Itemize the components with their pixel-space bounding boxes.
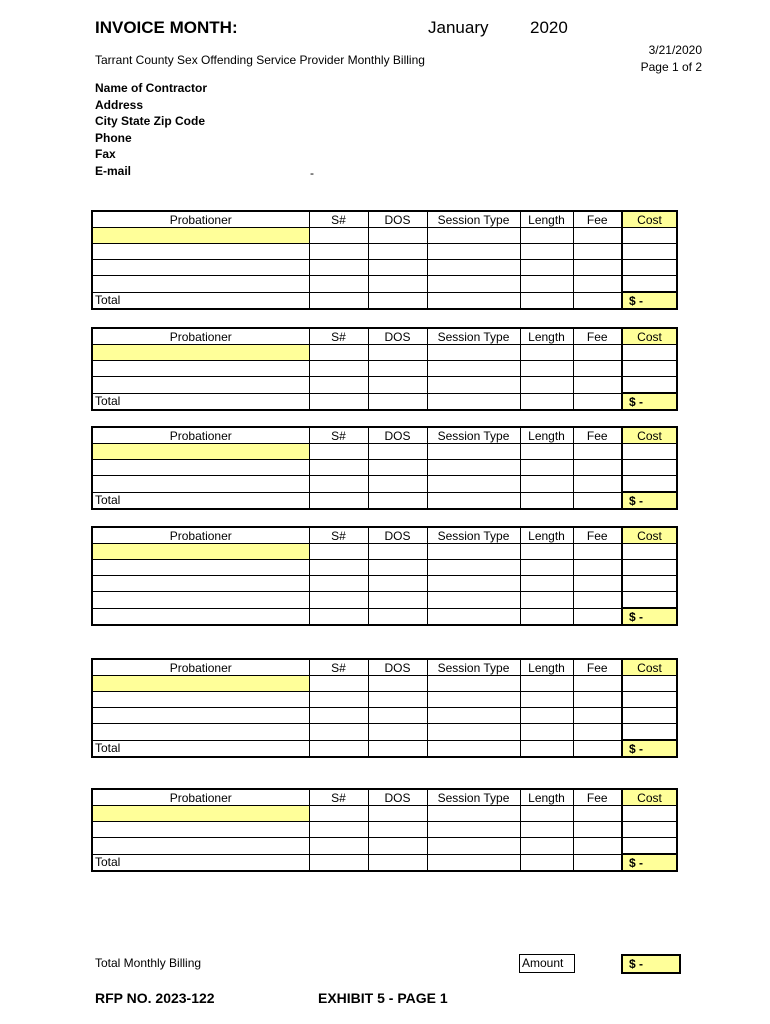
column-header: S# — [309, 527, 368, 544]
table-cell[interactable] — [573, 806, 622, 822]
contractor-phone-label: Phone — [95, 130, 132, 145]
column-header: Length — [520, 789, 573, 806]
column-header: Session Type — [427, 527, 520, 544]
table-cell[interactable] — [622, 276, 677, 293]
billing-table — [91, 658, 678, 758]
table-cell[interactable] — [622, 244, 677, 260]
table-cell[interactable] — [520, 393, 573, 410]
table-cell[interactable] — [622, 592, 677, 609]
table-cell[interactable] — [427, 676, 520, 692]
column-header: Length — [520, 659, 573, 676]
table-cell[interactable] — [573, 854, 622, 871]
table-cell[interactable] — [573, 692, 622, 708]
table-cell[interactable] — [573, 492, 622, 509]
column-header: Session Type — [427, 328, 520, 345]
table-row — [92, 444, 677, 460]
table-cell[interactable] — [427, 560, 520, 576]
table-cell[interactable] — [427, 244, 520, 260]
table-cell[interactable] — [573, 740, 622, 757]
table-cell[interactable] — [520, 228, 573, 244]
table-cell[interactable] — [573, 361, 622, 377]
total-label — [92, 608, 309, 625]
page-indicator: Page 1 of 2 — [640, 60, 702, 74]
table-cell[interactable] — [427, 260, 520, 276]
table-cell[interactable] — [622, 228, 677, 244]
table-cell[interactable] — [309, 345, 368, 361]
table-cell[interactable] — [368, 377, 427, 394]
table-cell[interactable] — [520, 838, 573, 855]
table-cell[interactable] — [520, 476, 573, 493]
table-cell[interactable] — [92, 822, 309, 838]
table-cell[interactable] — [573, 444, 622, 460]
table-cell[interactable] — [368, 345, 427, 361]
table-cell[interactable] — [520, 592, 573, 609]
table-cell[interactable] — [573, 228, 622, 244]
column-header: Probationer — [92, 328, 309, 345]
table-cell[interactable] — [520, 708, 573, 724]
column-header: Probationer — [92, 527, 309, 544]
table-cell[interactable] — [427, 476, 520, 493]
column-header: Length — [520, 427, 573, 444]
table-cell[interactable] — [309, 854, 368, 871]
table-cell[interactable] — [520, 740, 573, 757]
table-cell[interactable] — [573, 560, 622, 576]
total-label: Total — [92, 292, 309, 309]
table-cell[interactable] — [573, 476, 622, 493]
table-row — [92, 244, 677, 260]
column-header: Fee — [573, 427, 622, 444]
column-header: DOS — [368, 527, 427, 544]
column-header: DOS — [368, 659, 427, 676]
table-cell[interactable] — [92, 377, 309, 394]
table-row — [92, 838, 677, 855]
table-cell[interactable] — [92, 345, 309, 361]
table-cell[interactable] — [92, 276, 309, 293]
table-cell[interactable] — [92, 260, 309, 276]
table-cell[interactable] — [573, 592, 622, 609]
total-cost-value[interactable]: $ - — [622, 292, 677, 309]
table-cell[interactable] — [309, 676, 368, 692]
table-cell[interactable] — [520, 292, 573, 309]
invoice-date: 3/21/2020 — [648, 43, 702, 57]
table-cell[interactable] — [309, 608, 368, 625]
total-cost-value[interactable]: $ - — [622, 854, 677, 871]
amount-label: Amount — [519, 954, 575, 973]
table-row — [92, 692, 677, 708]
table-cell[interactable] — [427, 228, 520, 244]
table-cell[interactable] — [309, 444, 368, 460]
table-cell[interactable] — [622, 560, 677, 576]
table-cell[interactable] — [309, 838, 368, 855]
table-cell[interactable] — [622, 544, 677, 560]
table-cell[interactable] — [573, 608, 622, 625]
table-cell[interactable] — [427, 822, 520, 838]
stray-dash: - — [310, 166, 314, 180]
table-cell[interactable] — [368, 276, 427, 293]
column-header: Cost — [622, 659, 677, 676]
table-cell[interactable] — [573, 292, 622, 309]
table-cell[interactable] — [520, 724, 573, 741]
table-cell[interactable] — [427, 393, 520, 410]
table-cell[interactable] — [92, 592, 309, 609]
table-cell[interactable] — [309, 724, 368, 741]
table-cell[interactable] — [92, 228, 309, 244]
table-cell[interactable] — [520, 608, 573, 625]
table-cell[interactable] — [368, 544, 427, 560]
table-cell[interactable] — [309, 708, 368, 724]
table-cell[interactable] — [92, 560, 309, 576]
column-header: Fee — [573, 211, 622, 228]
table-cell[interactable] — [92, 724, 309, 741]
column-header: Cost — [622, 427, 677, 444]
table-row — [92, 276, 677, 293]
table-cell[interactable] — [520, 361, 573, 377]
table-cell[interactable] — [427, 292, 520, 309]
column-header: DOS — [368, 328, 427, 345]
table-cell[interactable] — [427, 724, 520, 741]
table-cell[interactable] — [309, 361, 368, 377]
contractor-city-label: City State Zip Code — [95, 114, 206, 128]
column-header: Length — [520, 328, 573, 345]
column-header: Session Type — [427, 211, 520, 228]
table-cell[interactable] — [92, 576, 309, 592]
table-cell[interactable] — [520, 692, 573, 708]
table-row — [92, 361, 677, 377]
table-cell[interactable] — [368, 244, 427, 260]
table-cell[interactable] — [368, 260, 427, 276]
column-header: Cost — [622, 789, 677, 806]
table-cell[interactable] — [309, 806, 368, 822]
table-cell[interactable] — [622, 260, 677, 276]
contractor-email-label: E-mail — [95, 163, 132, 178]
table-cell[interactable] — [573, 838, 622, 855]
table-cell[interactable] — [622, 708, 677, 724]
table-cell[interactable] — [368, 708, 427, 724]
column-header: Length — [520, 527, 573, 544]
table-cell[interactable] — [573, 708, 622, 724]
table-row — [92, 460, 677, 476]
table-cell[interactable] — [309, 692, 368, 708]
table-cell[interactable] — [368, 393, 427, 410]
table-cell[interactable] — [368, 608, 427, 625]
table-cell[interactable] — [427, 377, 520, 394]
table-cell[interactable] — [309, 560, 368, 576]
column-header: Session Type — [427, 427, 520, 444]
table-cell[interactable] — [520, 576, 573, 592]
table-row — [92, 544, 677, 560]
table-row — [92, 708, 677, 724]
billing-table — [91, 210, 678, 310]
table-cell[interactable] — [622, 806, 677, 822]
table-cell[interactable] — [427, 608, 520, 625]
table-cell[interactable] — [622, 838, 677, 855]
table-cell[interactable] — [309, 276, 368, 293]
table-cell[interactable] — [309, 592, 368, 609]
table-cell[interactable] — [622, 345, 677, 361]
table-cell[interactable] — [573, 260, 622, 276]
column-header: Fee — [573, 789, 622, 806]
table-cell[interactable] — [368, 292, 427, 309]
table-cell[interactable] — [573, 822, 622, 838]
total-monthly-billing-label: Total Monthly Billing — [95, 956, 202, 970]
table-cell[interactable] — [368, 560, 427, 576]
invoice-month-value: January — [428, 18, 489, 37]
table-cell[interactable] — [92, 476, 309, 493]
table-cell[interactable] — [427, 345, 520, 361]
table-cell[interactable] — [573, 345, 622, 361]
column-header: S# — [309, 328, 368, 345]
table-cell[interactable] — [520, 806, 573, 822]
column-header: Probationer — [92, 789, 309, 806]
total-row — [92, 292, 677, 309]
table-cell[interactable] — [622, 692, 677, 708]
table-cell[interactable] — [368, 592, 427, 609]
table-row — [92, 806, 677, 822]
contractor-address-label: Address — [95, 97, 144, 112]
total-row — [92, 854, 677, 871]
table-cell[interactable] — [427, 838, 520, 855]
total-row — [92, 492, 677, 509]
table-cell[interactable] — [573, 724, 622, 741]
table-cell[interactable] — [427, 576, 520, 592]
invoice-year-value: 2020 — [530, 18, 568, 37]
table-cell[interactable] — [520, 560, 573, 576]
total-cost-value[interactable]: $ - — [622, 492, 677, 509]
column-header: DOS — [368, 427, 427, 444]
table-cell[interactable] — [92, 460, 309, 476]
exhibit-label: EXHIBIT 5 - PAGE 1 — [318, 990, 448, 1006]
table-row — [92, 476, 677, 493]
table-cell[interactable] — [309, 228, 368, 244]
total-row — [92, 740, 677, 757]
table-cell[interactable] — [92, 544, 309, 560]
table-cell[interactable] — [573, 393, 622, 410]
table-cell[interactable] — [368, 724, 427, 741]
table-cell[interactable] — [520, 345, 573, 361]
table-cell[interactable] — [368, 444, 427, 460]
column-header: Session Type — [427, 789, 520, 806]
table-cell[interactable] — [92, 244, 309, 260]
table-cell[interactable] — [573, 276, 622, 293]
billing-table — [91, 788, 678, 872]
table-cell[interactable] — [520, 544, 573, 560]
billing-subtitle: Tarrant County Sex Offending Service Provider Monthly Billing — [95, 53, 425, 67]
table-row — [92, 345, 677, 361]
table-cell[interactable] — [573, 244, 622, 260]
table-row — [92, 228, 677, 244]
table-cell[interactable] — [520, 822, 573, 838]
table-cell[interactable] — [573, 676, 622, 692]
column-header: Cost — [622, 211, 677, 228]
table-cell[interactable] — [427, 708, 520, 724]
table-row — [92, 560, 677, 576]
table-cell[interactable] — [520, 276, 573, 293]
table-cell[interactable] — [309, 492, 368, 509]
table-cell[interactable] — [309, 393, 368, 410]
table-cell[interactable] — [427, 460, 520, 476]
table-row — [92, 260, 677, 276]
table-cell[interactable] — [92, 708, 309, 724]
table-cell[interactable] — [92, 806, 309, 822]
table-cell[interactable] — [520, 854, 573, 871]
table-cell[interactable] — [92, 676, 309, 692]
table-cell[interactable] — [309, 260, 368, 276]
table-cell[interactable] — [427, 276, 520, 293]
billing-table — [91, 327, 678, 411]
table-cell[interactable] — [368, 361, 427, 377]
column-header: Fee — [573, 328, 622, 345]
column-header: Cost — [622, 527, 677, 544]
table-cell[interactable] — [622, 676, 677, 692]
table-cell[interactable] — [368, 740, 427, 757]
table-cell[interactable] — [309, 377, 368, 394]
table-cell[interactable] — [427, 592, 520, 609]
rfp-number: RFP NO. 2023-122 — [95, 990, 215, 1006]
table-cell[interactable] — [622, 822, 677, 838]
table-cell[interactable] — [368, 692, 427, 708]
contractor-info — [95, 80, 207, 179]
contractor-fax-label: Fax — [95, 147, 116, 161]
table-cell[interactable] — [368, 806, 427, 822]
total-cost-value[interactable]: $ - — [622, 608, 677, 625]
table-cell[interactable] — [520, 377, 573, 394]
table-cell[interactable] — [520, 260, 573, 276]
table-row — [92, 724, 677, 741]
table-cell[interactable] — [520, 460, 573, 476]
column-header: S# — [309, 789, 368, 806]
table-cell[interactable] — [573, 576, 622, 592]
total-label: Total — [92, 393, 309, 410]
billing-table — [91, 426, 678, 510]
table-cell[interactable] — [368, 676, 427, 692]
table-cell[interactable] — [622, 724, 677, 741]
table-cell[interactable] — [368, 460, 427, 476]
column-header: Probationer — [92, 659, 309, 676]
column-header: Length — [520, 211, 573, 228]
column-header: Fee — [573, 527, 622, 544]
table-cell[interactable] — [368, 854, 427, 871]
column-header: Session Type — [427, 659, 520, 676]
table-cell[interactable] — [368, 492, 427, 509]
column-header: S# — [309, 211, 368, 228]
column-header: Probationer — [92, 427, 309, 444]
table-cell[interactable] — [309, 740, 368, 757]
table-cell[interactable] — [427, 361, 520, 377]
table-row — [92, 676, 677, 692]
table-cell[interactable] — [427, 740, 520, 757]
table-cell[interactable] — [622, 444, 677, 460]
table-cell[interactable] — [520, 244, 573, 260]
column-header: Cost — [622, 328, 677, 345]
table-cell[interactable] — [573, 460, 622, 476]
total-row — [92, 393, 677, 410]
table-cell[interactable] — [309, 460, 368, 476]
table-cell[interactable] — [92, 444, 309, 460]
table-cell[interactable] — [309, 576, 368, 592]
table-row — [92, 576, 677, 592]
total-label: Total — [92, 740, 309, 757]
table-cell[interactable] — [368, 476, 427, 493]
table-row — [92, 592, 677, 609]
total-cost-value[interactable]: $ - — [622, 393, 677, 410]
table-cell[interactable] — [427, 806, 520, 822]
total-label: Total — [92, 854, 309, 871]
total-row — [92, 608, 677, 625]
table-cell[interactable] — [92, 838, 309, 855]
table-cell[interactable] — [368, 576, 427, 592]
invoice-month-title: INVOICE MONTH: — [95, 18, 238, 37]
table-cell[interactable] — [622, 377, 677, 394]
column-header: Probationer — [92, 211, 309, 228]
column-header: DOS — [368, 211, 427, 228]
table-cell[interactable] — [309, 476, 368, 493]
column-header: Fee — [573, 659, 622, 676]
table-cell[interactable] — [622, 460, 677, 476]
column-header: DOS — [368, 789, 427, 806]
table-cell[interactable] — [427, 854, 520, 871]
billing-table — [91, 526, 678, 626]
contractor-name-label: Name of Contractor — [95, 81, 208, 95]
total-cost-value[interactable]: $ - — [622, 740, 677, 757]
column-header: S# — [309, 659, 368, 676]
table-cell[interactable] — [309, 244, 368, 260]
table-cell[interactable] — [622, 576, 677, 592]
table-cell[interactable] — [520, 676, 573, 692]
table-cell[interactable] — [309, 544, 368, 560]
table-cell[interactable] — [309, 822, 368, 838]
table-cell[interactable] — [368, 228, 427, 244]
table-cell[interactable] — [92, 361, 309, 377]
table-cell[interactable] — [427, 492, 520, 509]
table-cell[interactable] — [427, 444, 520, 460]
table-cell[interactable] — [520, 492, 573, 509]
table-cell[interactable] — [622, 476, 677, 493]
table-cell[interactable] — [622, 361, 677, 377]
table-row — [92, 822, 677, 838]
total-label: Total — [92, 492, 309, 509]
table-cell[interactable] — [573, 544, 622, 560]
table-cell[interactable] — [427, 692, 520, 708]
table-cell[interactable] — [520, 444, 573, 460]
table-row — [92, 377, 677, 394]
table-cell[interactable] — [368, 822, 427, 838]
column-header: S# — [309, 427, 368, 444]
amount-value[interactable]: $ - — [621, 954, 681, 974]
table-cell[interactable] — [368, 838, 427, 855]
table-cell[interactable] — [92, 692, 309, 708]
table-cell[interactable] — [427, 544, 520, 560]
table-cell[interactable] — [309, 292, 368, 309]
table-cell[interactable] — [573, 377, 622, 394]
